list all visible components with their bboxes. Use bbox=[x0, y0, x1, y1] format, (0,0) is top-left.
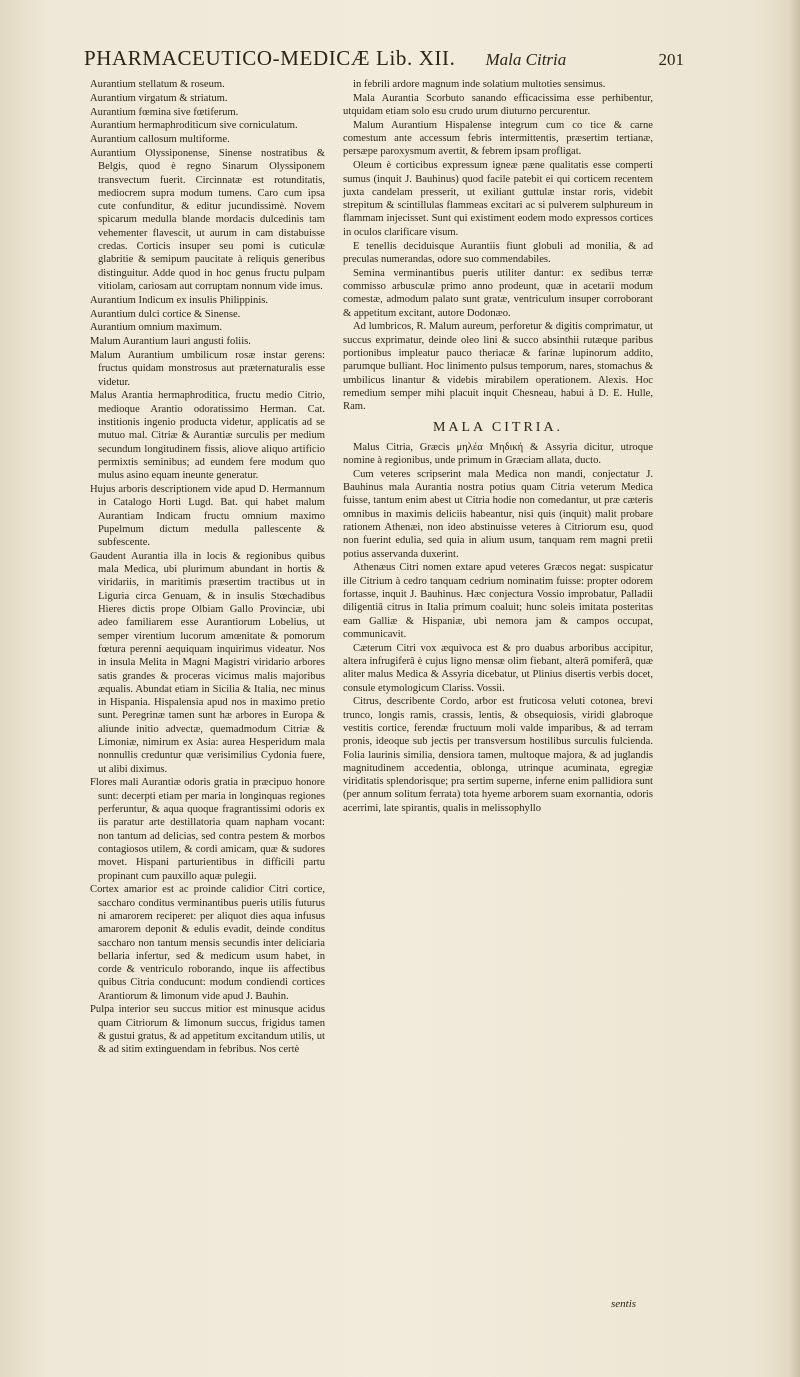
section-heading: MALA CITRIA. bbox=[432, 420, 564, 436]
paragraph: Hujus arboris descriptionem vide apud D. Hermannum in Catalogo Horti Lugd. Bat. qui habet malum Aurantiam Indicam fructu omnium maximo Pupelmum dictum medulla pallescente & subfescente. bbox=[90, 483, 325, 549]
paragraph: Aurantium hermaphroditicum sive corniculatum. bbox=[90, 120, 298, 132]
page-header bbox=[84, 46, 684, 80]
paragraph: Athenæus Citri nomen extare apud veteres Græcos negat: suspicatur ille Citrium à cedro tanquam cedrium nominatim fuisse: propter odorem fortasse, inquit J. Bauhinus. Hæc conjectura Vossio improbatur, Palladii diligentiâ citrus in Italia primum coaluit; hunc soleis imitata posteritas eam Galliæ & Hispaniæ, ubi nemora jam & campos occupat, communicavit. bbox=[343, 562, 653, 640]
paragraph: Semina verminantibus pueris utiliter dantur: ex sedibus terræ commisso arbusculæ primo anno prodeunt, quæ in acetarii modum comestæ, admodum palato sunt gratæ, ventriculum insuper corroborant & appetitum excitant, autore Dodonæo. bbox=[343, 267, 653, 319]
paragraph: Flores mali Aurantiæ odoris gratia in præcipuo honore sunt: decerpti etiam per maria in longinquas regiones perferuntur, & aqua quoque fragrantissimi odoris ex iis paratur arte destillatoria quam napham vocant: non tantum ad delicias, sed contra pestem & morbos contagiosos utilem, & cordi amicam, quæ & sudores movet. Hispani parturientibus in difficili partu propinant cum pauxillo aquæ pulegii. bbox=[90, 777, 325, 882]
paragraph: Cortex amarior est ac proinde calidior Citri cortice, saccharo conditus verminantibus pueris utilis futurus ni amarorem reciperet: per aliquot dies aqua infusus amarorem deponit & edulis evadit, deinde conditus saccharo non tantum mensis secundis inter deliciaria bellaria infertur, sed & medicum usum habet, in corde & ventriculo roborando, inque iis affectibus quibus Citria conducunt: modum condiendi cortices Arantiorum & limonum vide apud J. Bauhin. bbox=[90, 884, 325, 1002]
paragraph: Aurantium callosum multiforme. bbox=[90, 134, 230, 146]
paragraph: Oleum è corticibus expressum igneæ pæne qualitatis esse comperti sumus (inquit J. Bauhinus) quod facile patebit ei qui corticem recentem juxta candelam presserit, ut exiliant guttulæ instar roris, videbit strepitum & scintillulas flammeas excitari ac si pulverem sulphureum in flammam injecisset. Sunt qui existiment eodem modo expressos cortices in oculos clarificare visum. bbox=[343, 160, 653, 238]
paragraph: Ad lumbricos, R. Malum aureum, perforetur & digitis comprimatur, ut succus exprimatur, deinde oleo lini & succo absinthii rutæque paribus portionibus impleatur pauco theriacæ & farinæ lupinorum addito, parumque bulliant. Hoc linimento pulsus temporum, nares, stomachus & umbilicus linantur & videbis mirabilem operationem. Alexis. Hoc remedium semper mihi placuit inquit Chesneau, habui à D. E. Hulle, Ram. bbox=[343, 321, 653, 413]
paragraph: Malum Aurantium umbilicum rosæ instar gerens: fructus quidam monstrosus aut præternaturalis esse videtur. bbox=[90, 349, 325, 388]
left-column bbox=[90, 78, 325, 1057]
paragraph: Aurantium virgatum & striatum. bbox=[90, 92, 228, 104]
paragraph: Cæterum Citri vox æquivoca est & pro duabus arboribus accipitur, altera infrugiferâ è cujus ligno mensæ olim fiebant, alterâ pomiferâ, quæ aliter malus Medica & Assyria dicebatur, ut Plinius disertis verbis docet, consule etymologicum Clariss. Vossii. bbox=[343, 642, 653, 694]
paragraph: Aurantium dulci cortice & Sinense. bbox=[90, 308, 241, 320]
paragraph: Aurantium stellatum & roseum. bbox=[90, 79, 225, 90]
catchword: sentis bbox=[611, 1298, 637, 1310]
paragraph: Malus Citria, Græcis μηλέα Μηδική & Assyria dicitur, utroque nomine à regionibus, unde primum in Græciam allata, ducto. bbox=[343, 441, 653, 467]
paragraph: Aurantium omnium maximum. bbox=[90, 322, 223, 334]
paragraph: Aurantium fœmina sive fœtiferum. bbox=[90, 106, 239, 118]
page-edge-shadow bbox=[788, 0, 800, 1377]
section-title: Mala Citria bbox=[485, 50, 567, 69]
paragraph: Malum Aurantium lauri angusti foliis. bbox=[90, 336, 251, 348]
running-title: PHARMACEUTICO-MEDICÆ Lib. XII. bbox=[84, 46, 456, 70]
paragraph: Mala Aurantia Scorbuto sanando efficacissima esse perhibentur, utquidam etiam solo esu crudo urum diuturno percurentur. bbox=[343, 92, 653, 118]
paragraph: Cum veteres scripserint mala Medica non mandi, conjectatur J. Bauhinus mala Aurantia nostra potius quam Citria veterum Medica fuisse, tantum enim abest ut Citria hodie non comedantur, ut præ cæteris omnibus in maximis deliciis habeantur, nisi quis (inquit) malit probare rationem Athenæi, non ideo abstinuisse veteres à Citriorum esu, quod non fuerint edulia, sed quia in alium usum, tanquam rem magni pretii potius asservanda duxerint. bbox=[343, 468, 653, 560]
paragraph: E tenellis deciduisque Aurantiis fiunt globuli ad monilia, & ad preculas numerandas, odore suo commendabiles. bbox=[343, 240, 653, 265]
paragraph: Malus Arantia hermaphroditica, fructu medio Citrio, medioque Arantio odoratissimo Herman. Cat. institionis ingenio producta videtur, applicatis ad se mutuo mal. Citriæ & Aurantiæ surculis per medium secundum longitudinem fissis, aliove aliquo artificio permixtis seminibus; ad eundem fere modum quo mulus asino equam ineunte generatur. bbox=[90, 390, 325, 482]
page-number: 201 bbox=[658, 50, 684, 69]
paragraph: Citrus, describente Cordo, arbor est fruticosa veluti cotonea, brevi trunco, longis ramis, crassis, lentis, & obsequiosis, viridi glabroque vestitis cortice, ferendæ fructuum moli valde imparibus, & ad terram pronis, ideoque sub jectis per transversum hostilibus surculis fulcienda. Folia laurinis similia, densiora tamen, multoque majora, & ad juglandis magnitudinem accedentia, oblonga, utrinque acuminata, egregiæ viriditatis splendorisque; pra sertim superne, inferne enim pallidiora sunt (per annum solitum ferrata) tota hyeme arborem suam exornantia, odoris acerrimi, late spirantis, qualis in melissophyllo bbox=[343, 696, 653, 814]
paragraph: Aurantium Olyssiponense, Sinense nostratibus & Belgis, quod è regno Sinarum Olyssiponem transvectum fuerit. Circinnatæ est rotunditatis, mediocrem supra modum tumens. Caro cum ipsa cute confunditur, & editur jucundissimè. Novem spicarum medulla blande mordacis dulcedinis tam vehementer flavescit, ut aurum in cam distabuisse credas. Corticis insuper seu pomi is cuticulæ glabritie & semipum paucitate à reliquis generibus distinguitur. Adde quod in hoc genus fructu pulpam vitiolam, cariosam aut corruptam nonnum vide imus. bbox=[90, 147, 325, 292]
paragraph: Gaudent Aurantia illa in locis & regionibus quibus mala Medica, ubi plurimum abundant in hortis & viridariis, in maritimis præsertim tractibus ut in Liguria circa Genuam, & in insulis Stœchadibus Hieres dictis prope Olbiam Gallo Provinciæ, ubi adeo familiarem esse Aurantiorum Lobelius, ut semper virentium lucorum amœnitate & pomorum fœtura perenni aequiquam inquirimus videatur. Nos in insula Melita in Magni Magistri viridario arbores satis grandes & proceras vicimus malis majoribus æqualis. Abundat etiam in Sicilia & Italia, nec minus in Hispania. Hispalensia apud nos in maximo pretio sunt. Peregrinæ tamen sunt hæ arbores in Europa & aliunde initio advectæ, quemadmodum Citriæ & Limoniæ, nimirum ex Asia: aurea Hesperidum mala nonnullis creduntur quæ verisimilius Cydonia fuere, ut alibi diximus. bbox=[90, 550, 325, 775]
paragraph: Aurantium Indicum ex insulis Philippinis. bbox=[90, 294, 269, 306]
right-column bbox=[343, 78, 653, 816]
paragraph: Malum Aurantium Hispalense integrum cum co tice & carne comestum ante accessum febris intermittentis, præsertim tertianæ, persæpe paroxysmum avertit, & febrem ipsam profligat. bbox=[343, 119, 653, 158]
paragraph: Pulpa interior seu succus mitior est minusque acidus quam Citriorum & limonum succus, frigidus tamen & gustui gratus, & ad appetitum excitandum utilis, ut & ad sitim extinguendam in febribus. Nos certè bbox=[90, 1004, 325, 1056]
paragraph: in febrili ardore magnum inde solatium multoties sensimus. bbox=[353, 79, 606, 90]
